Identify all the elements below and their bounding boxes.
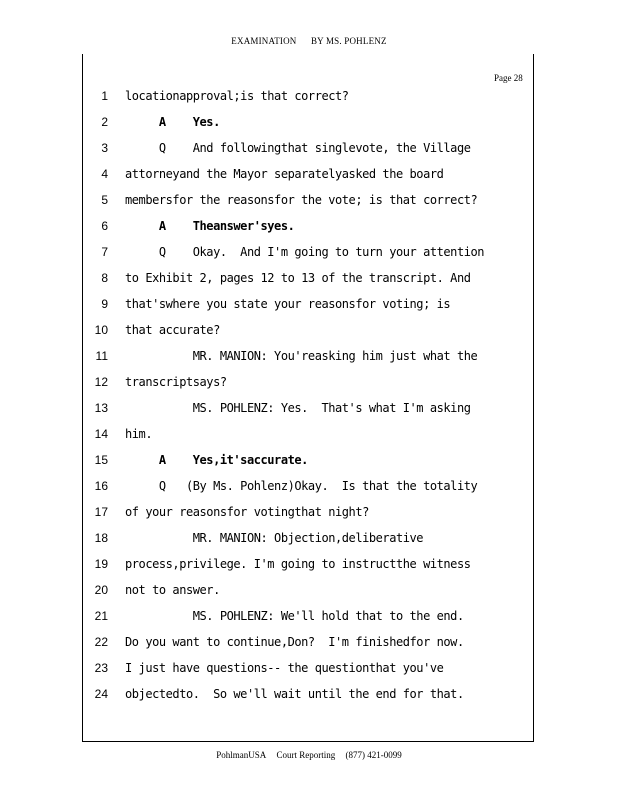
transcript-line: objectedto. So we'll wait until the end for that. xyxy=(125,687,464,701)
transcript-line: Q (By Ms. Pohlenz)Okay. Is that the totality xyxy=(125,479,478,493)
line-number: 18 xyxy=(94,531,108,545)
page-header xyxy=(0,36,618,46)
line-number: 7 xyxy=(101,245,108,259)
footer-service: Court Reporting xyxy=(276,750,336,760)
transcript-line: Do you want to continue,Don? I'm finishedfor now. xyxy=(125,635,464,649)
transcript-line: MS. POHLENZ: Yes. That's what I'm asking xyxy=(125,401,471,415)
transcript-line: to Exhibit 2, pages 12 to 13 of the transcript. And xyxy=(125,271,471,285)
line-number: 15 xyxy=(94,453,108,467)
line-number: 22 xyxy=(94,635,108,649)
transcript-line: A Yes,it'saccurate. xyxy=(125,453,308,467)
transcript-line: MR. MANION: You'reasking him just what the xyxy=(125,349,478,363)
transcript-line: transcriptsays? xyxy=(125,375,227,389)
transcript-line: him. xyxy=(125,427,153,441)
transcript-line: attorneyand the Mayor separatelyasked the board xyxy=(125,167,444,181)
transcript-line: A Yes. xyxy=(125,115,220,129)
transcript-line: that'swhere you state your reasonsfor voting; is xyxy=(125,297,451,311)
line-number: 24 xyxy=(94,687,108,701)
transcript-line: of your reasonsfor votingthat night? xyxy=(125,505,369,519)
line-number: 9 xyxy=(101,297,108,311)
line-number: 23 xyxy=(94,661,108,675)
transcript-line: MR. MANION: Objection,deliberative xyxy=(125,531,424,545)
line-number: 6 xyxy=(101,219,108,233)
line-number: 20 xyxy=(94,583,108,597)
line-number: 17 xyxy=(94,505,108,519)
line-number: 8 xyxy=(101,271,108,285)
transcript-line: process,privilege. I'm going to instructthe witness xyxy=(125,557,471,571)
line-number: 11 xyxy=(95,349,108,363)
transcript-line: I just have questions-- the questionthat you've xyxy=(125,661,444,675)
line-number: 4 xyxy=(101,167,108,181)
transcript-line: MS. POHLENZ: We'll hold that to the end. xyxy=(125,609,464,623)
footer-company: PohlmanUSA xyxy=(216,750,267,760)
line-number: 3 xyxy=(101,141,108,155)
line-number: 21 xyxy=(94,609,108,623)
transcript-line: locationapproval;is that correct? xyxy=(125,89,349,103)
footer-phone: (877) 421-0099 xyxy=(345,750,402,760)
transcript-line: Q Okay. And I'm going to turn your attention xyxy=(125,245,485,259)
line-number: 10 xyxy=(94,323,108,337)
line-number: 16 xyxy=(94,479,108,493)
page-footer xyxy=(0,750,618,760)
header-examination: EXAMINATION xyxy=(231,36,297,46)
line-number: 12 xyxy=(94,375,108,389)
transcript-line: not to answer. xyxy=(125,583,220,597)
line-number: 19 xyxy=(94,557,108,571)
line-number: 13 xyxy=(94,401,108,415)
transcript-line: A Theanswer'syes. xyxy=(125,219,295,233)
transcript-line: that accurate? xyxy=(125,323,220,337)
transcript-line: Q And followingthat singlevote, the Village xyxy=(125,141,471,155)
line-number: 14 xyxy=(94,427,108,441)
page-number: Page 28 xyxy=(494,73,523,83)
line-number: 1 xyxy=(101,89,108,103)
line-number: 5 xyxy=(101,193,108,207)
line-number: 2 xyxy=(101,115,108,129)
header-examiner: BY MS. POHLENZ xyxy=(310,36,387,46)
transcript-line: membersfor the reasonsfor the vote; is that correct? xyxy=(125,193,478,207)
